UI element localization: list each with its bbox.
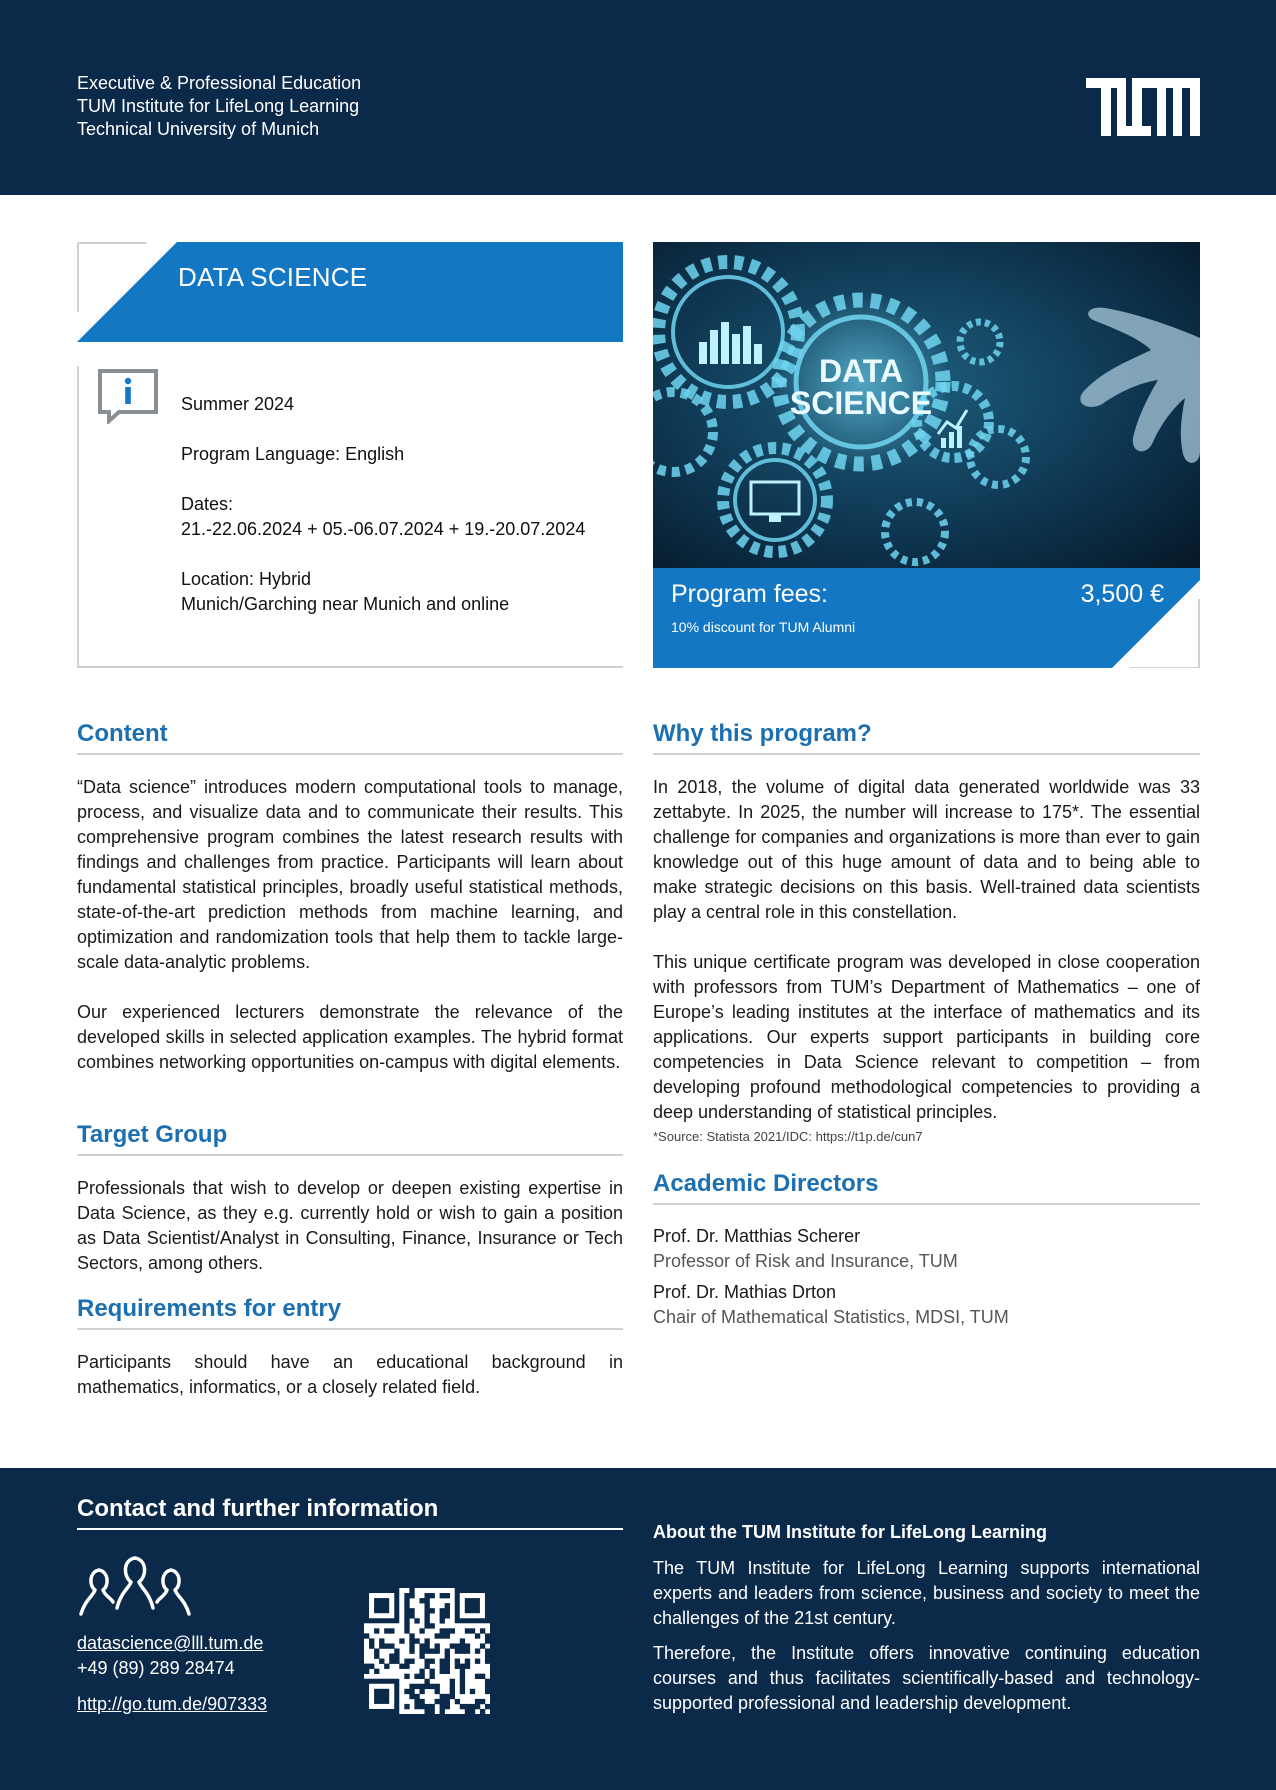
requirements-text: Participants should have an educational background in mathematics, informatics, or a closely related field.: [77, 1352, 623, 1397]
requirements-rule: [77, 1328, 623, 1330]
why-text: [653, 775, 1200, 1125]
directors-heading: Academic Directors: [653, 1170, 879, 1197]
fees-note: 10% discount for TUM Alumni: [671, 619, 856, 635]
contact-phone: +49 (89) 289 28474: [77, 1658, 235, 1678]
hero-image: [653, 242, 1200, 568]
about-heading: About the TUM Institute for LifeLong Learning: [653, 1522, 1047, 1542]
fees-label: Program fees:: [671, 580, 829, 608]
content-paragraph-2: Our experienced lecturers demonstrate the relevance of the developed skills in selected application examples. The hybrid format combines networking opportunities on-campus with digital elements.: [77, 1002, 623, 1072]
content-paragraph-1: “Data science” introduces modern computational tools to manage, process, and visualize data and to communicate their results. This comprehensive program combines the latest research results with findings and challenges from practice. Participants will learn about fundamental statistical principles, broadly useful statistical methods, state-of-the-art prediction methods from machine learning, and optimization and randomization tools that help them to tackle large-scale data-analytic problems.: [77, 777, 623, 972]
contact-rule: [77, 1528, 623, 1530]
about-paragraph-1: The TUM Institute for LifeLong Learning supports international experts and leaders from science, business and society to meet the challenges of the 21st century.: [653, 1558, 1200, 1628]
source-note: *Source: Statista 2021/IDC: https://t1p.de/cun7: [653, 1129, 923, 1144]
why-paragraph-1: In 2018, the volume of digital data generated worldwide was 33 zettabyte. In 2025, the number will increase to 175*. The essential challenge for companies and organizations is more than ever to gain knowledge out of this huge amount of data and to being able to make strategic decisions on this basis. Well-trained data scientists play a central role in this constellation.: [653, 777, 1200, 922]
about-paragraph-2: Therefore, the Institute offers innovative continuing education courses and thus facilitates scientifically-based and technology-supported professional and leadership development.: [653, 1643, 1200, 1713]
fees-amount: 3,500 €: [1080, 580, 1164, 608]
location-label: Location: Hybrid: [181, 569, 312, 589]
term: Summer 2024: [181, 394, 295, 414]
header-text: [77, 72, 361, 141]
why-rule: [653, 753, 1200, 755]
why-heading: Why this program?: [653, 720, 872, 747]
directors-rule: [653, 1203, 1200, 1205]
people-icon: [77, 1556, 193, 1618]
why-paragraph-2: This unique certificate program was developed in close cooperation with professors from TUM’s Department of Mathematics – one of Europe’s leading institutes at the interface of mathematics and its applications. Our experts support participants in building core competencies in Data Science relevant to competition – from developing profound methodological competencies to providing a deep understanding of statistical principles.: [653, 952, 1200, 1122]
contact-url-link[interactable]: http://go.tum.de/907333: [77, 1694, 268, 1714]
dates-label: Dates:: [181, 494, 234, 514]
content-text: [77, 775, 623, 1100]
hero-word-data: DATA: [818, 353, 904, 389]
header-line-3: Technical University of Munich: [77, 119, 320, 139]
hero-word-science: SCIENCE: [789, 385, 933, 421]
location: Munich/Garching near Munich and online: [181, 594, 510, 614]
director-2-name: Prof. Dr. Mathias Drton: [653, 1282, 837, 1302]
program-title: DATA SCIENCE: [178, 262, 368, 292]
content-heading: Content: [77, 720, 168, 747]
contact-heading: Contact and further information: [77, 1495, 439, 1522]
director-1-role: Professor of Risk and Insurance, TUM: [653, 1251, 958, 1271]
target-text: Professionals that wish to develop or deepen existing expertise in Data Science, as they e.g. currently hold or wish to gain a position as Data Scientist/Analyst in Consulting, Finance, Insurance or Tech Sectors, among others.: [77, 1178, 623, 1273]
target-heading: Target Group: [77, 1121, 228, 1148]
header-line-2: TUM Institute for LifeLong Learning: [77, 96, 360, 116]
director-1-name: Prof. Dr. Matthias Scherer: [653, 1226, 861, 1246]
qr-code: [364, 1588, 490, 1714]
program-language: Program Language: English: [181, 444, 405, 464]
about-text: [653, 1556, 1200, 1726]
header-line-1: Executive & Professional Education: [77, 73, 362, 93]
tum-logo: [1086, 78, 1200, 136]
contact-email-link[interactable]: datascience@lll.tum.de: [77, 1633, 264, 1653]
target-rule: [77, 1154, 623, 1156]
director-2-role: Chair of Mathematical Statistics, MDSI, TUM: [653, 1307, 1009, 1327]
dates: 21.-22.06.2024 + 05.-06.07.2024 + 19.-20.07.2024: [181, 519, 586, 539]
content-rule: [77, 753, 623, 755]
info-details: [181, 392, 585, 642]
info-icon: [97, 368, 159, 424]
requirements-heading: Requirements for entry: [77, 1295, 342, 1322]
